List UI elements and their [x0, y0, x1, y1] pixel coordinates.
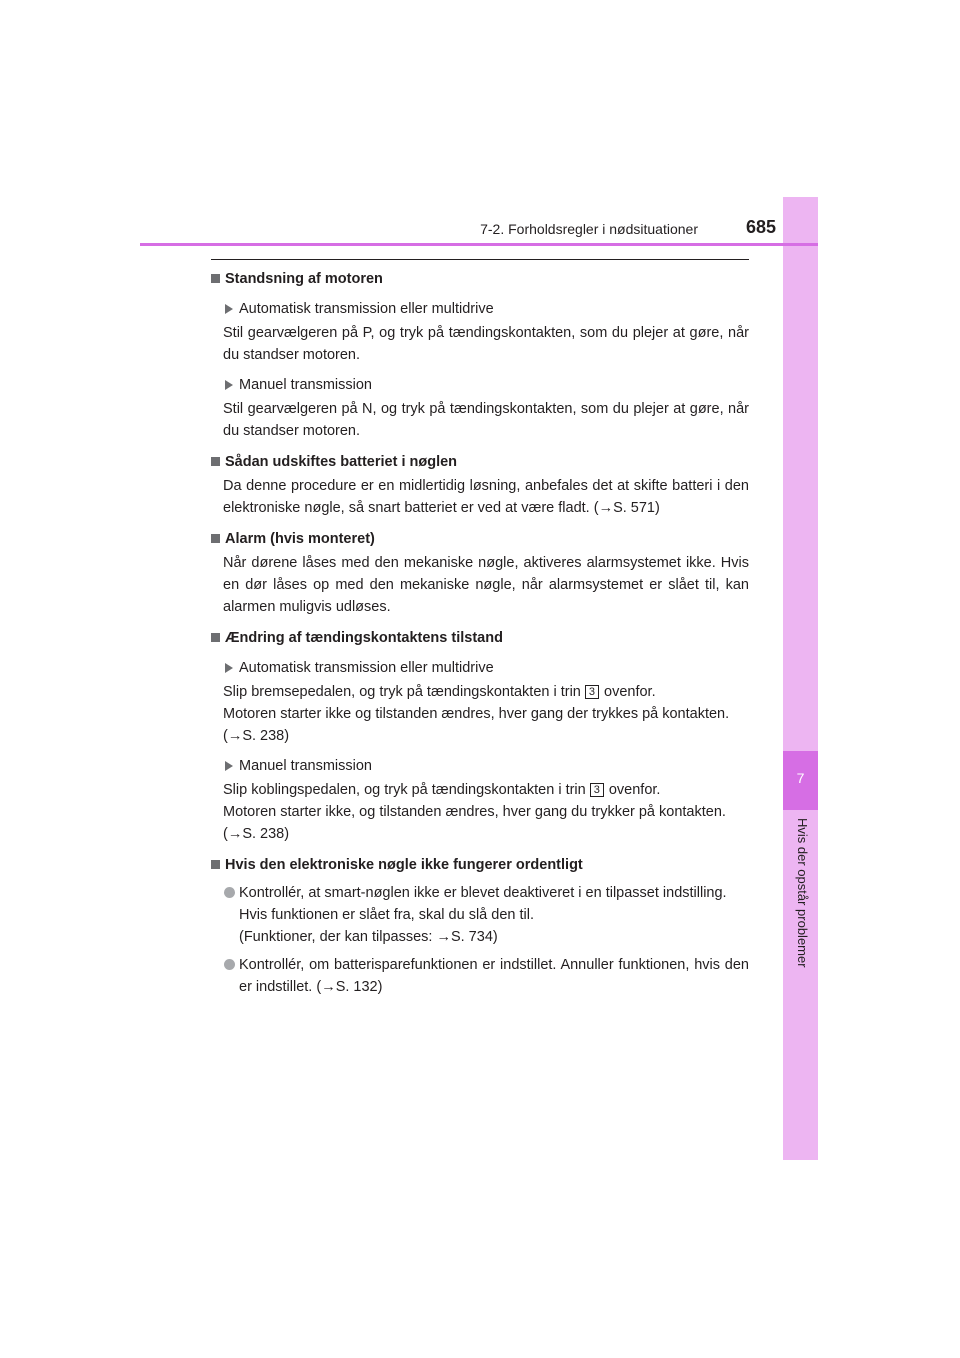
- list-item: Kontrollér, om batterisparefunktionen er indstillet. Annuller funktionen, hvis den er indstillet. (→S. 132): [211, 954, 749, 998]
- chapter-side-tab: [783, 197, 818, 1160]
- sub-heading: Manuel transmission: [211, 374, 749, 396]
- step-reference-box: 3: [590, 783, 604, 797]
- list-item: Kontrollér, at smart-nøglen ikke er blevet deaktiveret i en tilpasset indstilling. Hvis funktionen er slået fra, skal du slå den til. (Funktioner, der kan tilpasses: →S. 734): [211, 882, 749, 948]
- triangle-bullet-icon: [225, 761, 233, 771]
- sub-heading: Automatisk transmission eller multidrive: [211, 298, 749, 320]
- paragraph: Stil gearvælgeren på P, og tryk på tændingskontakten, som du plejer at gøre, når du standser motoren.: [223, 325, 749, 363]
- sub-heading: Manuel transmission: [211, 755, 749, 777]
- section-heading: Ændring af tændingskontaktens tilstand: [211, 627, 749, 649]
- square-bullet-icon: [211, 633, 220, 642]
- circle-bullet-icon: [224, 959, 235, 970]
- paragraph: Slip bremsepedalen, og tryk på tændingskontakten i trin 3 ovenfor. Motoren starter ikke og tilstanden ændres, hver gang der trykkes på kontakten. (→S. 238): [223, 684, 730, 744]
- page-number: 685: [745, 217, 776, 237]
- sub-heading: Automatisk transmission eller multidrive: [211, 657, 749, 679]
- page-content: [211, 268, 749, 998]
- section-title: 7-2. Forholdsregler i nødsituationer: [480, 221, 698, 237]
- circle-bullet-icon: [224, 887, 235, 898]
- section-heading: Standsning af motoren: [211, 268, 749, 290]
- square-bullet-icon: [211, 534, 220, 543]
- triangle-bullet-icon: [225, 380, 233, 390]
- square-bullet-icon: [211, 457, 220, 466]
- square-bullet-icon: [211, 860, 220, 869]
- chapter-number: 7: [796, 770, 805, 786]
- paragraph: Slip koblingspedalen, og tryk på tændingskontakten i trin 3 ovenfor. Motoren starter ikke, og tilstanden ændres, hver gang du trykker på kontakten. (→S. 238): [223, 782, 726, 842]
- square-bullet-icon: [211, 274, 220, 283]
- triangle-bullet-icon: [225, 304, 233, 314]
- section-heading: Alarm (hvis monteret): [211, 528, 749, 550]
- section-heading: Hvis den elektroniske nøgle ikke fungerer ordentligt: [211, 854, 749, 876]
- content-rule: [211, 259, 749, 260]
- triangle-bullet-icon: [225, 663, 233, 673]
- paragraph: Stil gearvælgeren på N, og tryk på tændingskontakten, som du plejer at gøre, når du standser motoren.: [223, 401, 749, 439]
- paragraph: Da denne procedure er en midlertidig løsning, anbefales det at skifte batteri i den elektroniske nøgle, så snart batteriet er ved at være fladt. (→S. 571): [223, 478, 749, 516]
- chapter-label: Hvis der opstår problemer: [795, 818, 810, 968]
- step-reference-box: 3: [585, 685, 599, 699]
- paragraph: Når dørene låses med den mekaniske nøgle, aktiveres alarmsystemet ikke. Hvis en dør låses op med den mekaniske nøgle, når alarmsystemet er slået til, kan alarmen muligvis udløses.: [223, 555, 749, 615]
- section-heading: Sådan udskiftes batteriet i nøglen: [211, 451, 749, 473]
- header-rule: [140, 243, 818, 246]
